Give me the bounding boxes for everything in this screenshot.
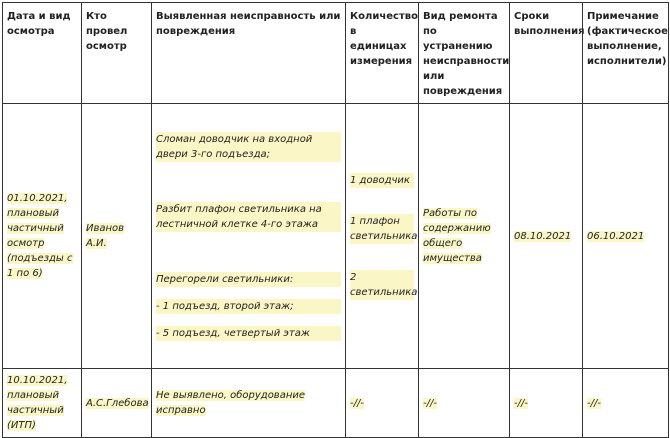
cell-repair [419, 369, 510, 438]
header-row [3, 3, 669, 104]
defect-item: Не выявлено, оборудование исправно [156, 390, 306, 416]
cell-defects [152, 369, 346, 438]
table-row [3, 104, 669, 369]
cell-date [3, 104, 82, 369]
table-row [3, 369, 669, 438]
cell-inspector [82, 104, 152, 369]
quantity-item: 1 доводчик [350, 173, 414, 188]
defect-item: - 5 подъезд, четвертый этаж [156, 326, 341, 341]
quantity-item: -//- [350, 397, 364, 409]
repair-text: -//- [423, 397, 437, 409]
cell-note [583, 369, 669, 438]
deadline-text: 08.10.2021 [514, 230, 572, 242]
inspection-log-table [2, 2, 669, 438]
defect-item: Сломан доводчик на входной двери 3-го подъезда; [156, 132, 341, 162]
cell-defects [152, 104, 346, 369]
cell-deadline [510, 104, 583, 369]
defect-item: Перегорели светильники: [156, 272, 341, 287]
cell-quantity [346, 369, 419, 438]
date-text: 10.10.2021, плановый частичный (ИТП) [7, 375, 68, 431]
date-text: 01.10.2021, плановый частичный осмотр (подъезды с 1 по 6) [7, 193, 73, 279]
quantity-item: 2 светильника [350, 271, 418, 298]
cell-deadline [510, 369, 583, 438]
quantity-item: 1 плафон светильника [350, 215, 418, 242]
header-date-type: Дата и вид осмотра [3, 3, 82, 104]
cell-repair [419, 104, 510, 369]
defect-item: Разбит плафон светильника на лестничной клетке 4-го этажа [156, 202, 341, 232]
header-repair-type: Вид ремонта по устранению неисправности или повреждения [419, 3, 510, 104]
cell-date [3, 369, 82, 438]
note-text: 06.10.2021 [587, 230, 645, 242]
inspector-text: Иванов А.И. [86, 223, 125, 249]
note-text: -//- [587, 397, 601, 409]
header-quantity: Количество в единицах измерения [346, 3, 419, 104]
repair-text: Работы по содержанию общего имущества [423, 208, 491, 264]
cell-note [583, 104, 669, 369]
deadline-text: -//- [514, 397, 528, 409]
header-defects: Выявленная неисправность или повреждения [152, 3, 346, 104]
header-note: Примечание (фактическое выполнение, исполнители) [583, 3, 669, 104]
cell-quantity [346, 104, 419, 369]
cell-inspector [82, 369, 152, 438]
header-inspector: Кто провел осмотр [82, 3, 152, 104]
inspector-text: А.С.Глебова [86, 397, 149, 409]
header-deadline: Сроки выполнения [510, 3, 583, 104]
defect-item: - 1 подъезд, второй этаж; [156, 299, 341, 314]
